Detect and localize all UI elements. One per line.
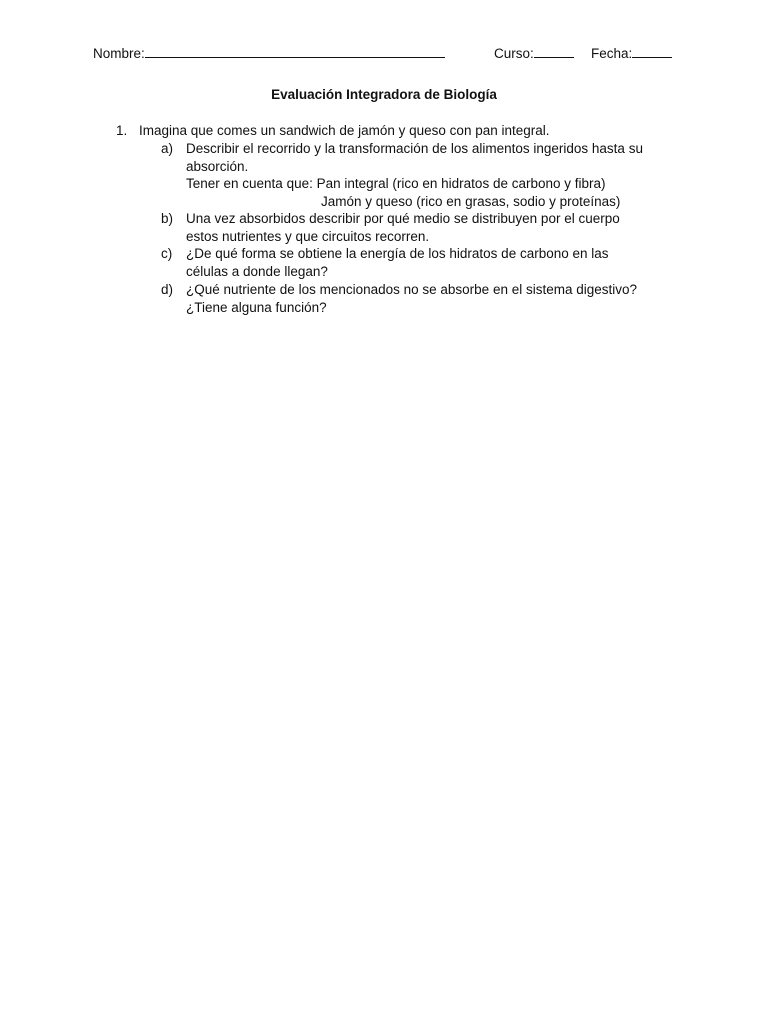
- document-title: Evaluación Integradora de Biología: [271, 87, 497, 102]
- curso-field: [494, 43, 574, 61]
- header-fields: [93, 43, 678, 63]
- nombre-blank-line: [145, 43, 445, 58]
- sub-item-letter: b): [161, 211, 174, 226]
- sub-item-text: Describir el recorrido y la transformación de los alimentos ingeridos hasta su: [186, 141, 643, 156]
- fecha-blank-line: [632, 43, 672, 58]
- sub-item-letter: c): [161, 246, 173, 261]
- nombre-label: Nombre:: [93, 46, 145, 61]
- curso-label: Curso:: [494, 46, 534, 61]
- question-text: Imagina que comes un sandwich de jamón y queso con pan integral.: [139, 123, 550, 138]
- sub-item-text: ¿Qué nutriente de los mencionados no se absorbe en el sistema digestivo?: [186, 282, 638, 297]
- sub-item-text: Una vez absorbidos describir por qué medio se distribuyen por el cuerpo: [186, 211, 620, 226]
- sub-item-text: células a donde llegan?: [186, 264, 328, 279]
- sub-item-text: absorción.: [186, 158, 249, 174]
- question-number: 1.: [116, 123, 128, 138]
- fecha-label: Fecha:: [591, 46, 633, 61]
- sub-item-letter: d): [161, 282, 174, 297]
- sub-item-text: Jamón y queso (rico en grasas, sodio y proteínas): [321, 193, 621, 209]
- sub-item-text: ¿De qué forma se obtiene la energía de los hidratos de carbono en las: [186, 246, 609, 261]
- fecha-field: [591, 43, 672, 61]
- nombre-field: [93, 43, 445, 61]
- curso-blank-line: [534, 43, 574, 58]
- sub-item-text: Tener en cuenta que: Pan integral (rico en hidratos de carbono y fibra): [186, 176, 606, 191]
- sub-item-text: estos nutrientes y que circuitos recorren.: [186, 229, 430, 244]
- sub-item-letter: a): [161, 141, 174, 156]
- sub-item-text: ¿Tiene alguna función?: [186, 299, 327, 315]
